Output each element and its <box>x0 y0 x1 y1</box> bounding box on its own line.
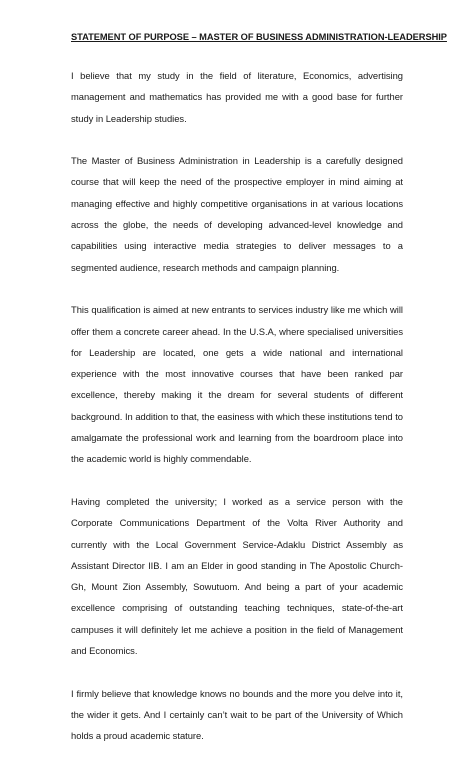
document-title: STATEMENT OF PURPOSE – MASTER OF BUSINESS ADMINISTRATION-LEADERSHIP <box>71 32 447 42</box>
paragraph-experience: Having completed the university; I worked as a service person with the Corporate Communications Department of the Volta River Authority and currently with the Local Government Service-Adaklu District Assembly as Assistant Director IIB. I am an Elder in good standing in The Apostolic Church-Gh, Mount Zion Assembly, Sowutuom. And being a part of your academic excellence comprising of outstanding teaching techniques, state-of-the-art campuses it will definitely let me achieve a position in the field of Management and Economics. <box>71 495 403 657</box>
paragraph-background: I believe that my study in the field of literature, Economics, advertising management and mathematics has provided me with a good base for further study in Leadership studies. <box>71 70 403 124</box>
document-body <box>71 31 447 768</box>
paragraph-course-description: The Master of Business Administration in Leadership is a carefully designed course that will keep the need of the prospective employer in mind aiming at managing effective and highly competitive organisations in at various locations across the globe, the needs of developing advanced-level knowledge and capabilities using interactive media strategies to deliver messages to a segmented audience, research methods and campaign planning. <box>71 155 403 273</box>
paragraph-qualification: This qualification is aimed at new entrants to services industry like me which will offer them a concrete career ahead. In the U.S.A, where specialised universities for Leadership are located, one gets a wide national and international experience with the most innovative courses that have been ranked par excellence, thereby making it the dream for several students of different background. In addition to that, the easiness with which these institutions tend to amalgamate the professional work and learning from the boardroom place into the academic world is highly commendable. <box>71 304 403 465</box>
paragraph-conclusion: I firmly believe that knowledge knows no bounds and the more you delve into it, the wider it gets. And I certainly can’t wait to be part of the University of Which holds a proud academic stature. <box>71 687 403 742</box>
